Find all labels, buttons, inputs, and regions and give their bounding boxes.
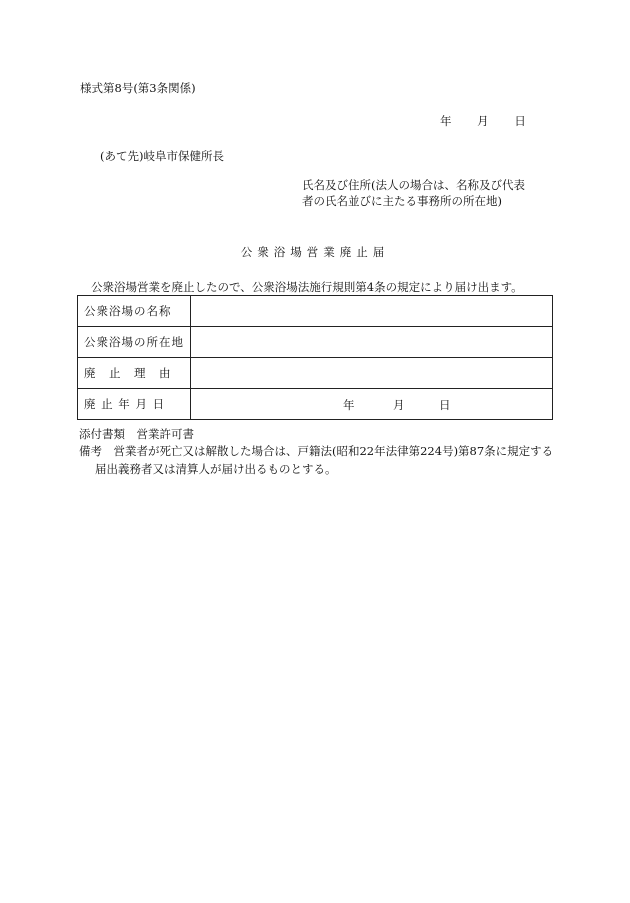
closure-day-label: 日 bbox=[439, 398, 451, 412]
bath-name-field[interactable] bbox=[191, 296, 553, 327]
closure-date-field[interactable] bbox=[191, 389, 553, 420]
closure-date-label: 廃 止 年 月 日 bbox=[78, 389, 191, 420]
bath-name-label: 公衆浴場の名称 bbox=[78, 296, 191, 327]
closure-month-label: 月 bbox=[393, 398, 405, 412]
attachment-note: 添付書類 営業許可書 bbox=[79, 427, 194, 441]
addressee: (あて先)岐阜市保健所長 bbox=[100, 149, 224, 163]
form-number: 様式第8号(第3条関係) bbox=[80, 81, 196, 95]
remarks-line2: 届出義務者又は清算人が届け出るものとする。 bbox=[95, 462, 337, 476]
intro-text: 公衆浴場営業を廃止したので、公衆浴場法施行規則第4条の規定により届け出ます。 bbox=[91, 280, 523, 294]
applicant-label-line2: 者の氏名並びに主たる事務所の所在地) bbox=[302, 194, 502, 208]
date-day-label: 日 bbox=[514, 114, 526, 128]
date-year-label: 年 bbox=[440, 114, 452, 128]
closure-year-label: 年 bbox=[343, 398, 355, 412]
table-row bbox=[78, 389, 553, 420]
remarks-line1: 備考 営業者が死亡又は解散した場合は、戸籍法(昭和22年法律第224号)第87条に規定する bbox=[79, 444, 554, 458]
document-title: 公衆浴場営業廃止届 bbox=[240, 245, 390, 259]
table-row bbox=[78, 327, 553, 358]
submission-date bbox=[440, 113, 526, 129]
date-month-label: 月 bbox=[477, 114, 489, 128]
closure-reason-field[interactable] bbox=[191, 358, 553, 389]
bath-location-label: 公衆浴場の所在地 bbox=[78, 327, 191, 358]
table-row bbox=[78, 296, 553, 327]
applicant-label-line1: 氏名及び住所(法人の場合は、名称及び代表 bbox=[302, 178, 525, 192]
bath-location-field[interactable] bbox=[191, 327, 553, 358]
closure-reason-label: 廃 止 理 由 bbox=[78, 358, 191, 389]
table-row bbox=[78, 358, 553, 389]
closure-form-table bbox=[77, 295, 553, 420]
